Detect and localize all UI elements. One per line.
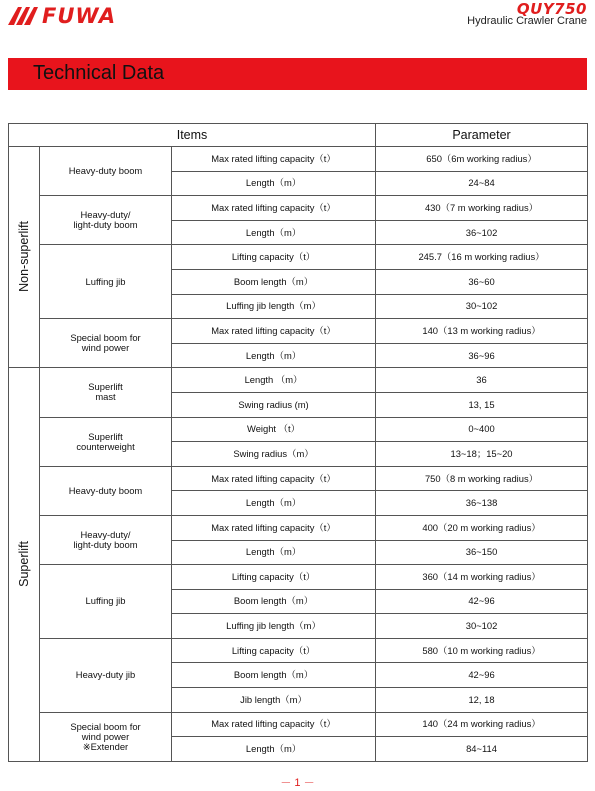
table-body xyxy=(9,147,588,762)
category-label: Non-superlift xyxy=(17,220,31,292)
item-cell: Swing radius（m） xyxy=(172,442,376,467)
group-name-cell: Heavy-duty jib xyxy=(40,638,172,712)
group-name-cell: Superlift mast xyxy=(40,368,172,417)
item-cell: Swing radius (m) xyxy=(172,392,376,417)
table-row xyxy=(9,417,588,442)
group-name-cell: Special boom for wind power ※Extender xyxy=(40,712,172,761)
item-cell: Length（m） xyxy=(172,220,376,245)
parameter-cell: 36~102 xyxy=(376,220,588,245)
table-row xyxy=(9,319,588,344)
item-cell: Jib length（m） xyxy=(172,688,376,713)
item-cell: Length（m） xyxy=(172,540,376,565)
parameter-cell: 140（24 m working radius） xyxy=(376,712,588,737)
table-row xyxy=(9,712,588,737)
category-label: Superlift xyxy=(17,540,31,587)
item-cell: Max rated lifting capacity（t） xyxy=(172,515,376,540)
table-row xyxy=(9,245,588,270)
group-name-cell: Luffing jib xyxy=(40,565,172,639)
group-name-cell: Special boom for wind power xyxy=(40,319,172,368)
category-cell xyxy=(9,368,40,762)
item-cell: Length（m） xyxy=(172,737,376,762)
item-cell: Length （m） xyxy=(172,368,376,393)
parameter-cell: 12, 18 xyxy=(376,688,588,713)
table-row xyxy=(9,638,588,663)
table-row xyxy=(9,147,588,172)
model-name: QUY750 xyxy=(516,0,587,18)
fuwa-logo-icon xyxy=(8,5,38,27)
table-row xyxy=(9,368,588,393)
section-banner xyxy=(8,58,587,90)
parameter-cell: 36~150 xyxy=(376,540,588,565)
table-row xyxy=(9,565,588,590)
parameter-cell: 245.7（16 m working radius） xyxy=(376,245,588,270)
item-cell: Boom length（m） xyxy=(172,269,376,294)
group-name-cell: Luffing jib xyxy=(40,245,172,319)
parameter-cell: 360（14 m working radius） xyxy=(376,565,588,590)
parameter-cell: 650（6m working radius） xyxy=(376,147,588,172)
page-number: － 1 － xyxy=(280,777,315,789)
product-subtitle: Hydraulic Crawler Crane xyxy=(467,15,587,27)
parameter-cell: 36~60 xyxy=(376,269,588,294)
item-cell: Luffing jib length（m） xyxy=(172,614,376,639)
group-name-cell: Heavy-duty/ light-duty boom xyxy=(40,196,172,245)
item-cell: Weight （t） xyxy=(172,417,376,442)
table-row xyxy=(9,466,588,491)
group-name-cell: Heavy-duty/ light-duty boom xyxy=(40,515,172,564)
table-row xyxy=(9,196,588,221)
parameter-cell: 30~102 xyxy=(376,294,588,319)
items-header: Items xyxy=(9,124,376,147)
parameter-cell: 13, 15 xyxy=(376,392,588,417)
parameter-cell: 24~84 xyxy=(376,171,588,196)
brand-name: FUWA xyxy=(42,4,117,28)
brand-logo xyxy=(8,4,116,28)
item-cell: Lifting capacity（t） xyxy=(172,638,376,663)
parameter-cell: 750（8 m working radius） xyxy=(376,466,588,491)
section-title: Technical Data xyxy=(33,62,165,84)
parameter-cell: 42~96 xyxy=(376,589,588,614)
parameter-cell: 13~18；15~20 xyxy=(376,442,588,467)
table-row xyxy=(9,515,588,540)
technical-data-table xyxy=(8,123,588,762)
parameter-cell: 36~138 xyxy=(376,491,588,516)
parameter-cell: 30~102 xyxy=(376,614,588,639)
group-name-cell: Heavy-duty boom xyxy=(40,466,172,515)
item-cell: Lifting capacity（t） xyxy=(172,565,376,590)
category-cell xyxy=(9,147,40,368)
item-cell: Max rated lifting capacity（t） xyxy=(172,466,376,491)
parameter-cell: 36~96 xyxy=(376,343,588,368)
parameter-cell: 140（13 m working radius） xyxy=(376,319,588,344)
item-cell: Max rated lifting capacity（t） xyxy=(172,196,376,221)
parameter-cell: 430（7 m working radius） xyxy=(376,196,588,221)
item-cell: Max rated lifting capacity（t） xyxy=(172,147,376,172)
parameter-cell: 42~96 xyxy=(376,663,588,688)
parameter-cell: 400（20 m working radius） xyxy=(376,515,588,540)
item-cell: Boom length（m） xyxy=(172,589,376,614)
table-header-row xyxy=(9,124,588,147)
parameter-cell: 0~400 xyxy=(376,417,588,442)
parameter-cell: 36 xyxy=(376,368,588,393)
group-name-cell: Superlift counterweight xyxy=(40,417,172,466)
group-name-cell: Heavy-duty boom xyxy=(40,147,172,196)
item-cell: Max rated lifting capacity（t） xyxy=(172,712,376,737)
parameter-cell: 580（10 m working radius） xyxy=(376,638,588,663)
item-cell: Max rated lifting capacity（t） xyxy=(172,319,376,344)
item-cell: Length（m） xyxy=(172,491,376,516)
item-cell: Boom length（m） xyxy=(172,663,376,688)
item-cell: Length（m） xyxy=(172,343,376,368)
item-cell: Length（m） xyxy=(172,171,376,196)
parameter-cell: 84~114 xyxy=(376,737,588,762)
item-cell: Luffing jib length（m） xyxy=(172,294,376,319)
parameter-header: Parameter xyxy=(376,124,588,147)
item-cell: Lifting capacity（t） xyxy=(172,245,376,270)
